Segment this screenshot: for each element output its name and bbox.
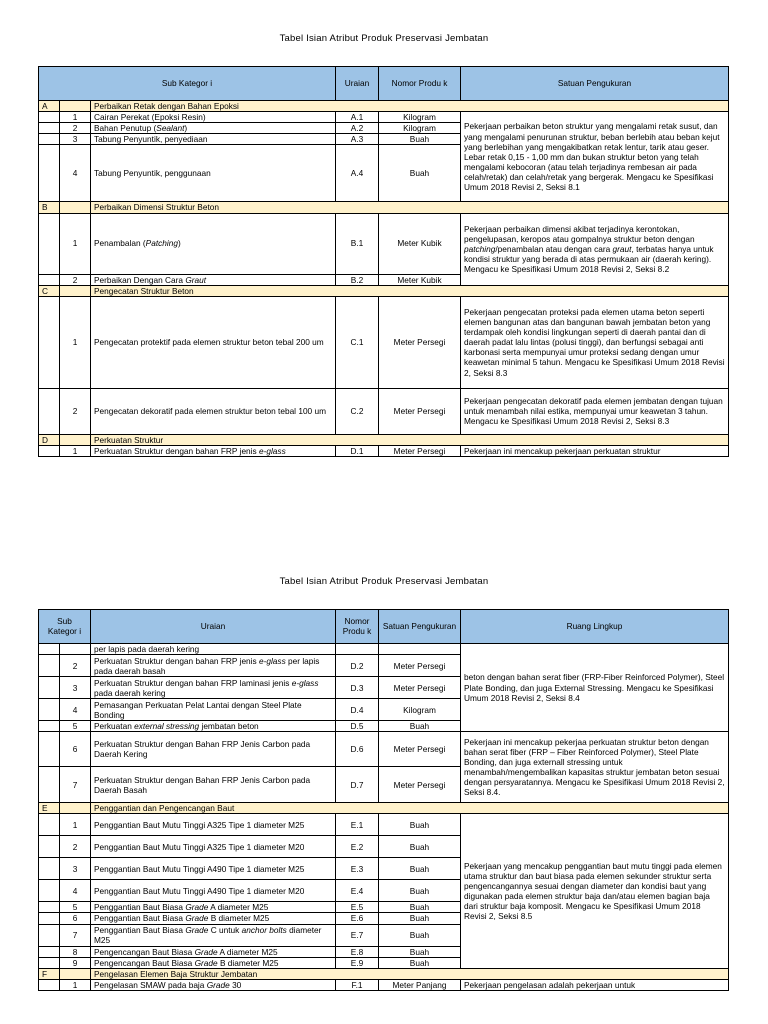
row-number: 7: [60, 767, 91, 803]
row-uraian: Penambalan (Patching): [91, 213, 336, 274]
row-number: 9: [60, 957, 91, 968]
header-sub-kategori: Sub Kategor i: [39, 610, 91, 644]
row-number: 2: [60, 388, 91, 434]
scope-d1: Pekerjaan ini mencakup pekerjaan perkuatan struktur: [461, 445, 729, 456]
row-satuan: Meter Kubik: [379, 274, 461, 285]
row-satuan: Buah: [379, 902, 461, 913]
category-name: Penggantian dan Pengencangan Baut: [91, 803, 729, 814]
header-uraian: Uraian: [336, 67, 379, 101]
row-uraian: Penggantian Baut Mutu Tinggi A490 Tipe 1 diameter M25: [91, 858, 336, 880]
row-satuan: Buah: [379, 721, 461, 732]
product-attribute-table-1: [38, 66, 729, 101]
row-uraian: Perkuatan Struktur dengan bahan FRP laminasi jenis e-glass pada daerah kering: [91, 677, 336, 699]
row-nomor: E.2: [336, 836, 379, 858]
row-uraian: Pengelasan SMAW pada baja Grade 30: [91, 979, 336, 990]
row-number: 6: [60, 732, 91, 767]
row-nomor: A.2: [336, 123, 379, 134]
header-satuan: Satuan Pengukuran: [461, 67, 729, 101]
row-number: 2: [60, 836, 91, 858]
row-uraian: Perkuatan Struktur dengan bahan FRP jenis e-glass: [91, 445, 336, 456]
row-nomor: B.1: [336, 213, 379, 274]
category-name: Perkuatan Struktur: [91, 434, 729, 445]
row-satuan: Buah: [379, 836, 461, 858]
product-attribute-table-2: [38, 609, 729, 644]
scope-f1: Pekerjaan pengelasan adalah pekerjaan untuk: [461, 979, 729, 990]
row-satuan: Buah: [379, 134, 461, 145]
row-satuan: Meter Persegi: [379, 388, 461, 434]
row-number: 6: [60, 913, 91, 924]
page-2-title: Tabel Isian Atribut Produk Preservasi Jembatan: [279, 576, 489, 587]
row-number: 1: [60, 445, 91, 456]
table-row: [39, 732, 729, 767]
row-satuan: Buah: [379, 880, 461, 902]
scope-a: Pekerjaan perbaikan beton struktur yang mengalami retak susut, dan yang mengalami penurunan struktur, beban berlebih atau beban kejut yang berlebihan yang mengakibatkan retak lentur, tarik atau geser. Lebar retak 0,15 - 1,00 mm dan bukan struktur beton yang telah mengalami kebocoran (atau telah terjadinya rembesan air pada celah/retak) dan celah/retak yang bergerak. Mengacu ke Spesifikasi Umum 2018 Revisi 2, Seksi 8.1: [461, 112, 729, 202]
table-row: [39, 979, 729, 990]
row-number: 1: [60, 112, 91, 123]
row-number: 4: [60, 880, 91, 902]
category-row-b: [39, 202, 729, 213]
row-satuan: Meter Kubik: [379, 213, 461, 274]
row-satuan: Meter Persegi: [379, 296, 461, 388]
row-uraian: Pengencangan Baut Biasa Grade B diameter M25: [91, 957, 336, 968]
category-code: B: [39, 202, 60, 213]
table-row: [39, 213, 729, 274]
row-nomor: A.3: [336, 134, 379, 145]
row-number: 1: [60, 213, 91, 274]
row-uraian: Perkuatan external stressing jembatan beton: [91, 721, 336, 732]
row-number: 3: [60, 134, 91, 145]
row-uraian: Cairan Perekat (Epoksi Resin): [91, 112, 336, 123]
row-nomor: E.3: [336, 858, 379, 880]
scope-b: Pekerjaan perbaikan dimensi akibat terjadinya kerontokan, pengelupasan, keropos atau gompalnya struktur beton dengan patching/penambalan atau dengan cara graut, terbatas hanya untuk kondisi struktur yang berada di atas permukaan air (daerah kering). Mengacu ke Spesifikasi Umum 2018 Revisi 2, Seksi 8.2: [461, 213, 729, 285]
header-satuan: Satuan Pengukuran: [379, 610, 461, 644]
scope-d-2: Pekerjaan ini mencakup pekerjaa perkuatan struktur beton dengan bahan serat fiber (FRP – Fiber Reinforced Polymer), Steel Plate Bonding, dan juga externall stressing untuk menambah/mengembalikan kapasitas struktur jembatan beton sesuai dengan persyaratannya. Mengacu ke Spesifikasi Umum 2018 Revisi 2, Seksi 8.4.: [461, 732, 729, 803]
row-uraian: Tabung Penyuntik, penggunaan: [91, 145, 336, 202]
row-satuan: Meter Persegi: [379, 655, 461, 677]
row-nomor: E.4: [336, 880, 379, 902]
category-row-a: [39, 101, 729, 112]
category-code: A: [39, 101, 60, 112]
row-nomor: D.3: [336, 677, 379, 699]
table-1-body: [38, 100, 729, 457]
row-uraian: Penggantian Baut Biasa Grade B diameter M25: [91, 913, 336, 924]
row-number: 4: [60, 145, 91, 202]
table-row: [39, 445, 729, 456]
row-satuan: Meter Panjang: [379, 979, 461, 990]
row-number: 2: [60, 655, 91, 677]
row-uraian: Pengecatan dekoratif pada elemen struktur beton tebal 100 um: [91, 388, 336, 434]
row-nomor: E.1: [336, 814, 379, 836]
row-satuan: Buah: [379, 924, 461, 946]
row-nomor: D.5: [336, 721, 379, 732]
header-ruang-lingkup: Ruang Lingkup: [461, 610, 729, 644]
category-row-c: [39, 285, 729, 296]
row-satuan: Buah: [379, 957, 461, 968]
row-number: 1: [60, 979, 91, 990]
row-number: 5: [60, 902, 91, 913]
row-nomor: F.1: [336, 979, 379, 990]
table-2-body: [38, 643, 729, 991]
category-code: E: [39, 803, 60, 814]
table-row: [39, 388, 729, 434]
row-nomor: D.2: [336, 655, 379, 677]
row-satuan: Buah: [379, 946, 461, 957]
row-satuan: Meter Persegi: [379, 677, 461, 699]
table-row: [39, 296, 729, 388]
category-name: Perbaikan Retak dengan Bahan Epoksi: [91, 101, 729, 112]
row-uraian: Tabung Penyuntik, penyediaan: [91, 134, 336, 145]
category-name: Pengelasan Elemen Baja Struktur Jembatan: [91, 968, 729, 979]
row-nomor: A.4: [336, 145, 379, 202]
row-nomor: E.6: [336, 913, 379, 924]
row-uraian: Pengecatan protektif pada elemen struktur beton tebal 200 um: [91, 296, 336, 388]
row-satuan: Kilogram: [379, 123, 461, 134]
row-satuan: Buah: [379, 913, 461, 924]
row-nomor: D.4: [336, 699, 379, 721]
row-nomor: A.1: [336, 112, 379, 123]
row-uraian: Penggantian Baut Biasa Grade A diameter M25: [91, 902, 336, 913]
row-satuan: Buah: [379, 858, 461, 880]
row-satuan: Meter Persegi: [379, 445, 461, 456]
row-uraian: Penggantian Baut Mutu Tinggi A325 Tipe 1 diameter M20: [91, 836, 336, 858]
row-number: 1: [60, 814, 91, 836]
row-uraian: Penggantian Baut Biasa Grade C untuk anchor bolts diameter M25: [91, 924, 336, 946]
row-number: 2: [60, 274, 91, 285]
row-satuan: Buah: [379, 814, 461, 836]
table-row: [39, 644, 729, 655]
header-nomor-produk: Nomor Produ k: [336, 610, 379, 644]
category-row-f: [39, 968, 729, 979]
row-satuan: Kilogram: [379, 699, 461, 721]
row-satuan: Buah: [379, 145, 461, 202]
row-nomor: C.1: [336, 296, 379, 388]
row-uraian: Perbaikan Dengan Cara Graut: [91, 274, 336, 285]
table-row: [39, 112, 729, 123]
row-uraian: Pengencangan Baut Biasa Grade A diameter M25: [91, 946, 336, 957]
page-1-title: Tabel Isian Atribut Produk Preservasi Jembatan: [279, 33, 489, 44]
row-uraian: Perkuatan Struktur dengan bahan FRP jenis e-glass per lapis pada daerah basah: [91, 655, 336, 677]
category-code: C: [39, 285, 60, 296]
category-code: F: [39, 968, 60, 979]
row-uraian: Bahan Penutup (Sealant): [91, 123, 336, 134]
row-number: 1: [60, 296, 91, 388]
row-uraian: Pemasangan Perkuatan Pelat Lantai dengan Steel Plate Bonding: [91, 699, 336, 721]
row-satuan: Meter Persegi: [379, 767, 461, 803]
header-sub-kategori: Sub Kategor i: [39, 67, 336, 101]
row-nomor: E.8: [336, 946, 379, 957]
row-number: 2: [60, 123, 91, 134]
row-satuan: Meter Persegi: [379, 732, 461, 767]
row-nomor: E.7: [336, 924, 379, 946]
scope-c2: Pekerjaan pengecatan dekoratif pada elemen jembatan dengan tujuan untuk menambah nilai estika, mempunyai umur keawetan 3 tahun. Mengacu ke Spesifikasi Umum 2018 Revisi 2, Seksi 8.3: [461, 388, 729, 434]
row-uraian-continued: per lapis pada daerah kering: [91, 644, 336, 655]
row-satuan: Kilogram: [379, 112, 461, 123]
scope-c1: Pekerjaan pengecatan proteksi pada elemen utama beton seperti elemen bangunan atas dan bangunan bawah jembatan beton yang terdampak oleh kondisi lingkungan seperti di daerah pantai dan di daerah padat lalu lintas (polusi tinggi), dan berfungsi sebagai anti karbonasi serta mempunyai umur proteksi sedang dengan umur keawetan minimal 5 tahun. Mengacu ke Spesifikasi Umum 2018 Revisi 2, Seksi 8.3: [461, 296, 729, 388]
row-uraian: Penggantian Baut Mutu Tinggi A325 Tipe 1 diameter M25: [91, 814, 336, 836]
header-nomor-produk: Nomor Produ k: [379, 67, 461, 101]
row-uraian: Perkuatan Struktur dengan Bahan FRP Jenis Carbon pada Daerah Kering: [91, 732, 336, 767]
row-nomor: E.9: [336, 957, 379, 968]
row-nomor: D.6: [336, 732, 379, 767]
row-number: 4: [60, 699, 91, 721]
category-name: Pengecatan Struktur Beton: [91, 285, 729, 296]
row-uraian: Perkuatan Struktur dengan Bahan FRP Jenis Carbon pada Daerah Basah: [91, 767, 336, 803]
row-nomor: C.2: [336, 388, 379, 434]
category-code: D: [39, 434, 60, 445]
category-row-d: [39, 434, 729, 445]
scope-e: Pekerjaan yang mencakup penggantian baut mutu tinggi pada elemen utama struktur dan baut biasa pada elemen sekunder struktur serta pengencangannya sesuai dengan diameter dan kondisi baut yang digunakan pada elemen struktur baja dan/atau elemen bagian baja dari struktur baja komposit. Mengacu ke Spesifikasi Umum 2018 Revisi 2, Seksi 8.5: [461, 814, 729, 968]
row-number: 3: [60, 858, 91, 880]
row-number: 7: [60, 924, 91, 946]
scope-d-1: beton dengan bahan serat fiber (FRP-Fiber Reinforced Polymer), Steel Plate Bonding, dan juga External Stressing. Mengacu ke Spesifikasi Umum 2018 Revisi 2, Seksi 8.4: [461, 644, 729, 732]
row-number: 3: [60, 677, 91, 699]
table-row: [39, 814, 729, 836]
row-nomor: E.5: [336, 902, 379, 913]
row-nomor: B.2: [336, 274, 379, 285]
category-row-e: [39, 803, 729, 814]
row-number: 5: [60, 721, 91, 732]
row-number: 8: [60, 946, 91, 957]
row-nomor: D.7: [336, 767, 379, 803]
category-name: Perbaikan Dimensi Struktur Beton: [91, 202, 729, 213]
row-nomor: D.1: [336, 445, 379, 456]
row-uraian: Penggantian Baut Mutu Tinggi A490 Tipe 1 diameter M20: [91, 880, 336, 902]
header-uraian: Uraian: [91, 610, 336, 644]
